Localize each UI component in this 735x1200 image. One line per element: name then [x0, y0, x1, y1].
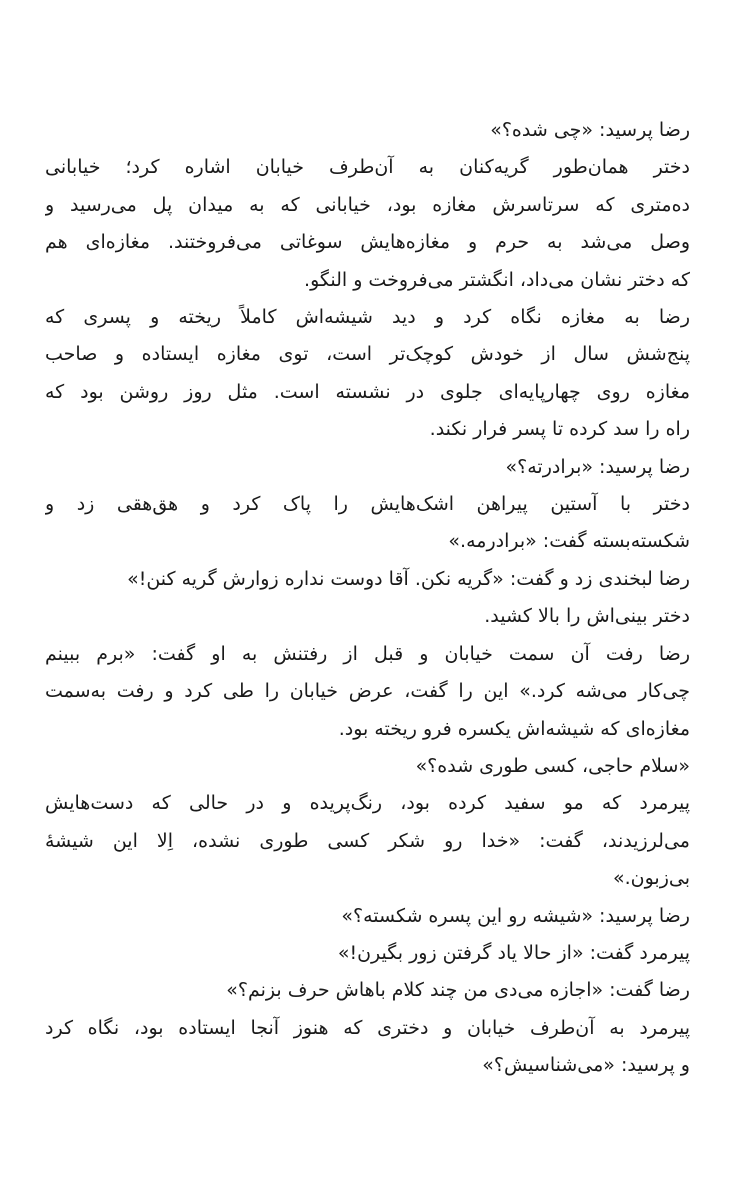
- text-line: پیرمرد گفت: «از حالا یاد گرفتن زور بگیرن!»: [337, 941, 690, 964]
- text-line: چی‌کار می‌شه کرد.» این را گفت، عرض خیابان را طی کرد و رفت به‌سمت: [45, 680, 690, 703]
- text-line: رضا پرسید: «برادرته؟»: [505, 455, 690, 478]
- text-line: پیرمرد به آن‌طرف خیابان و دختری که هنوز آنجا ایستاده بود، نگاه کرد: [45, 1016, 690, 1039]
- text-line: راه را سد کرده تا پسر فرار نکند.: [429, 418, 690, 441]
- book-page-text: [45, 112, 690, 1085]
- text-line: وصل می‌شد به حرم و مغازه‌هایش سوغاتی می‌فروختند. مغازه‌ای هم: [45, 231, 690, 254]
- text-line: شکسته‌بسته گفت: «برادرمه.»: [448, 530, 690, 553]
- text-line: رضا پرسید: «شیشه رو این پسره شکسته؟»: [341, 904, 690, 927]
- text-line: پنج‌شش سال از خودش کوچک‌تر است، توی مغازه ایستاده و صاحب: [45, 343, 690, 366]
- text-line: مغازه روی چهارپایه‌ای جلوی در نشسته است. مثل روز روشن بود که: [45, 380, 690, 403]
- text-line: مغازه‌ای که شیشه‌اش یکسره فرو ریخته بود.: [338, 717, 690, 740]
- text-line: بی‌زبون.»: [612, 867, 690, 890]
- text-line: پیرمرد که مو سفید کرده بود، رنگ‌پریده و در حالی که دست‌هایش: [45, 792, 690, 815]
- text-line: رضا رفت آن سمت خیابان و قبل از رفتنش به او گفت: «برم ببینم: [45, 642, 690, 665]
- text-line: دختر بینی‌اش را بالا کشید.: [484, 605, 690, 628]
- text-line: می‌لرزیدند، گفت: «خدا رو شکر کسی طوری نشده، اِلا این شیشهٔ: [45, 829, 690, 852]
- text-line: رضا به مغازه نگاه کرد و دید شیشه‌اش کاملاً ریخته و پسری که: [45, 306, 690, 329]
- text-line: رضا گفت: «اجازه می‌دی من چند کلام باهاش حرف بزنم؟»: [226, 979, 690, 1002]
- text-line: و پرسید: «می‌شناسیش؟»: [482, 1054, 690, 1077]
- text-line: دختر همان‌طور گریه‌کنان به آن‌طرف خیابان اشاره کرد؛ خیابانی: [45, 156, 690, 179]
- text-line: رضا لبخندی زد و گفت: «گریه نکن. آقا دوست نداره زوارش گریه کنن!»: [127, 567, 690, 590]
- text-line: رضا پرسید: «چی شده؟»: [490, 119, 690, 141]
- text-line: ده‌متری که سرتاسرش مغازه بود، خیابانی که به میدان پل می‌رسید و: [45, 193, 690, 216]
- text-line: که دختر نشان می‌داد، انگشتر می‌فروخت و النگو.: [304, 268, 690, 291]
- text-line: «سلام حاجی، کسی طوری شده؟»: [415, 754, 690, 777]
- text-line: دختر با آستین پیراهن اشک‌هایش را پاک کرد و هق‌هقی زد و: [45, 493, 690, 516]
